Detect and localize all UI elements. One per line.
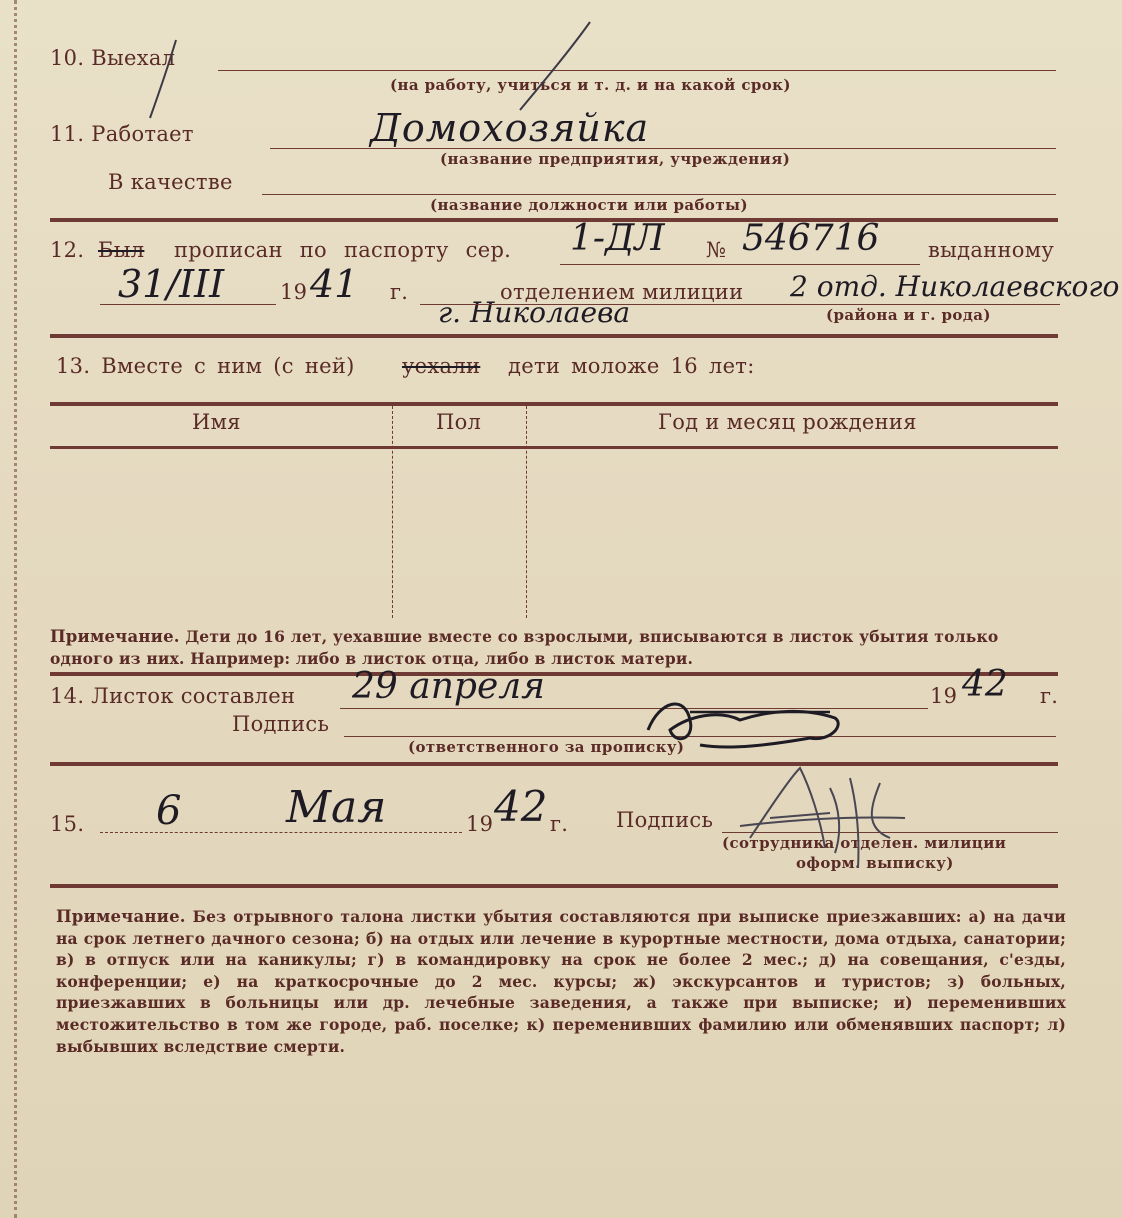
section-rule	[50, 884, 1058, 888]
dept-value: 2 отд. Николаевского	[790, 270, 1120, 303]
field-11-label: 11. Работает	[50, 122, 194, 146]
field-15-year-prefix: 19	[466, 812, 494, 836]
col-header-name: Имя	[192, 410, 241, 434]
note-1-text: Дети до 16 лет, уехавшие вместе со взрослыми, вписываются в листок убытия только одного из них. Например: либо в листок отца, либо в листок матери.	[50, 627, 999, 668]
field-13-struck: уехали	[402, 354, 481, 378]
dept-label: отделением милиции	[500, 280, 744, 304]
dept-line	[420, 304, 1060, 305]
field-13-label-start: 13. Вместе с ним (с ней)	[56, 354, 355, 378]
signature-police-officer	[730, 758, 930, 898]
note-2	[56, 906, 1066, 1057]
role-line	[262, 194, 1056, 195]
role-caption: (название должности или работы)	[430, 196, 748, 214]
field-15-g-label: г.	[550, 812, 569, 836]
city-value: г. Николаева	[438, 296, 631, 329]
field-11-caption: (название предприятия, учреждения)	[440, 150, 791, 168]
role-label: В качестве	[108, 170, 233, 194]
listok-year-prefix: 19	[930, 684, 958, 708]
passport-series: 1-ДЛ	[570, 218, 665, 259]
field-15-number: 15.	[50, 812, 85, 836]
signature-responsible	[630, 690, 870, 760]
struck-word: Был	[98, 238, 145, 262]
field-15-month: Мая	[286, 782, 387, 833]
field-15-caption-2: оформ. выписку)	[796, 854, 954, 872]
issued-label: выданному	[928, 238, 1055, 262]
listok-year: 42	[962, 664, 1008, 705]
field-14-label: 14. Листок составлен	[50, 684, 296, 708]
passport-line	[560, 264, 920, 265]
field-10-label: 10. Выехал	[50, 46, 176, 70]
field-15-caption-1: (сотрудника отделен. милиции	[722, 834, 1007, 852]
dept-caption: (района и г. рода)	[826, 306, 991, 324]
year-prefix: 19	[280, 280, 308, 304]
listok-date: 29 апреля	[352, 666, 546, 707]
table-divider	[392, 406, 393, 618]
field-12-label: прописан по паспорту сер.	[174, 238, 512, 262]
occupation-handwritten: Домохозяйка	[370, 106, 650, 150]
note-2-head: Примечание.	[56, 907, 186, 926]
field-15-day: 6	[156, 788, 182, 834]
table-header-rule	[50, 446, 1058, 449]
field-13-label-end: дети моложе 16 лет:	[508, 354, 755, 378]
issue-year: 41	[310, 262, 359, 306]
field-15-date-line	[100, 832, 462, 833]
col-header-birth: Год и месяц рождения	[658, 410, 917, 434]
col-header-sex: Пол	[436, 410, 482, 434]
section-rule	[50, 334, 1058, 338]
issue-date-line	[100, 304, 276, 305]
year-g-label: г.	[390, 280, 409, 304]
issue-date: 31/III	[118, 262, 225, 306]
field-15-sign-label: Подпись	[616, 808, 714, 832]
section-rule	[50, 672, 1058, 676]
field-10-caption: (на работу, учиться и т. д. и на какой срок)	[390, 76, 791, 94]
note-1-head: Примечание.	[50, 627, 180, 646]
field-12-number: 12.	[50, 238, 85, 262]
number-sign: №	[706, 238, 727, 262]
field-15-year: 42	[494, 782, 548, 831]
field-14-sign-label: Подпись	[232, 712, 330, 736]
field-14-caption: (ответственного за прописку)	[408, 738, 685, 756]
note-1	[50, 626, 1062, 669]
table-divider	[526, 406, 527, 618]
passport-number: 546716	[742, 218, 880, 259]
listok-g-label: г.	[1040, 684, 1059, 708]
note-2-text: Без отрывного талона листки убытия составляются при выписке приезжавших: а) на дачи на срок летнего дачного сезона; б) на отдых или лечение в курортные местности, дома отдыха, санатории; в) в отпуск или на каникулы; г) в командировку на срок не более 2 мес.; д) на совещания, с'езды, конференции; е) на краткосрочные до 2 мес. курсы; ж) экскурсантов и туристов; з) больных, приезжавших в больницы или др. лечебные заведения, а также при выписке; и) переменивших местожительство в том же городе, раб. поселке; к) переменивших фамилию или обменявших паспорт; л) выбывших вследствие смерти.	[56, 907, 1066, 1056]
table-top-rule	[50, 402, 1058, 406]
section-rule	[50, 218, 1058, 222]
